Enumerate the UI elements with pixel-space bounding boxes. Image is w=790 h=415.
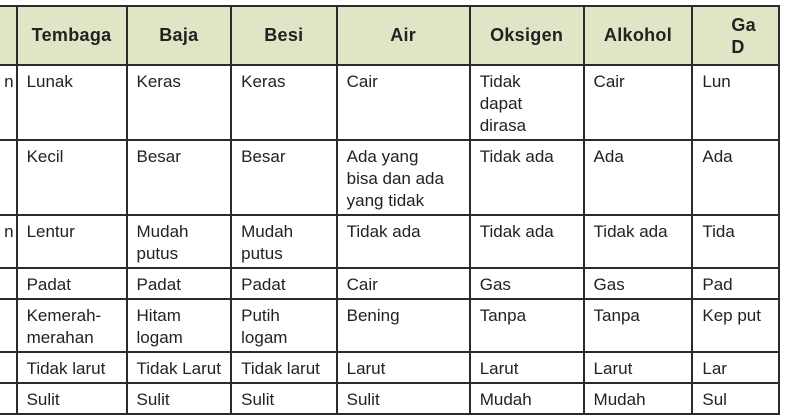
table-cell: Keras — [231, 65, 336, 140]
table-cell: Lunak — [17, 65, 127, 140]
header-partial: Ga D — [692, 6, 779, 65]
header-row — [0, 6, 779, 65]
table-cell: Mudah putus — [231, 215, 336, 268]
table-cell: Cair — [337, 268, 470, 299]
table-cell — [0, 268, 17, 299]
header-besi: Besi — [231, 6, 336, 65]
table-row — [0, 299, 779, 352]
table-cell: Lentur — [17, 215, 127, 268]
table-row — [0, 352, 779, 383]
header-alkohol: Alkohol — [584, 6, 693, 65]
table-cell: Tidak larut — [17, 352, 127, 383]
table-cell: Tidak larut — [231, 352, 336, 383]
table-row — [0, 65, 779, 140]
table-cell: Ada — [692, 140, 779, 215]
table-cell: n — [0, 65, 17, 140]
table-cell — [0, 352, 17, 383]
table-cell: Kep put — [692, 299, 779, 352]
table-cell: Lar — [692, 352, 779, 383]
header-cell — [0, 6, 17, 65]
header-air: Air — [337, 6, 470, 65]
table-cell: Mudah putus — [127, 215, 232, 268]
table-cell: n — [0, 215, 17, 268]
table-cell: Mudah — [470, 383, 584, 414]
table-cell: Tidak ada — [470, 140, 584, 215]
table-cell: Gas — [584, 268, 693, 299]
header-oksigen: Oksigen — [470, 6, 584, 65]
table-cell — [0, 140, 17, 215]
table-cell: Sulit — [127, 383, 232, 414]
table-cell: Besar — [127, 140, 232, 215]
table-cell: Kecil — [17, 140, 127, 215]
table-cell: Lun — [692, 65, 779, 140]
table-cell: Sul — [692, 383, 779, 414]
table-cell: Tidak dapat dirasa — [470, 65, 584, 140]
header-tembaga: Tembaga — [17, 6, 127, 65]
table-cell: Padat — [17, 268, 127, 299]
table-cell: Larut — [337, 352, 470, 383]
table-row — [0, 140, 779, 215]
table-cell: Cair — [584, 65, 693, 140]
table-cell: Tidak ada — [584, 215, 693, 268]
table-cell: Tida — [692, 215, 779, 268]
table-cell: Cair — [337, 65, 470, 140]
table-cell: Besar — [231, 140, 336, 215]
table-cell: Sulit — [337, 383, 470, 414]
table-cell: Larut — [470, 352, 584, 383]
table-cell: Ada yang bisa dan ada yang tidak — [337, 140, 470, 215]
table-cell: Hitam logam — [127, 299, 232, 352]
header-baja: Baja — [127, 6, 232, 65]
table-cell: Padat — [127, 268, 232, 299]
table-cell: Ada — [584, 140, 693, 215]
table-cell: Padat — [231, 268, 336, 299]
table-cell: Tanpa — [584, 299, 693, 352]
table-cell: Tanpa — [470, 299, 584, 352]
table-cell: Sulit — [17, 383, 127, 414]
table-cell: Kemerah- merahan — [17, 299, 127, 352]
table-cell: Tidak Larut — [127, 352, 232, 383]
table-row — [0, 268, 779, 299]
table-cell: Tidak ada — [470, 215, 584, 268]
table-cell: Larut — [584, 352, 693, 383]
table-cell: Bening — [337, 299, 470, 352]
table-cell: Sulit — [231, 383, 336, 414]
table-cell: Gas — [470, 268, 584, 299]
table-cell — [0, 383, 17, 414]
properties-table — [0, 5, 780, 415]
table-cell: Putih logam — [231, 299, 336, 352]
table-cell — [0, 299, 17, 352]
table-cell: Keras — [127, 65, 232, 140]
table-cell: Tidak ada — [337, 215, 470, 268]
table-row — [0, 215, 779, 268]
table-row — [0, 383, 779, 414]
table-cell: Pad — [692, 268, 779, 299]
table-cell: Mudah — [584, 383, 693, 414]
